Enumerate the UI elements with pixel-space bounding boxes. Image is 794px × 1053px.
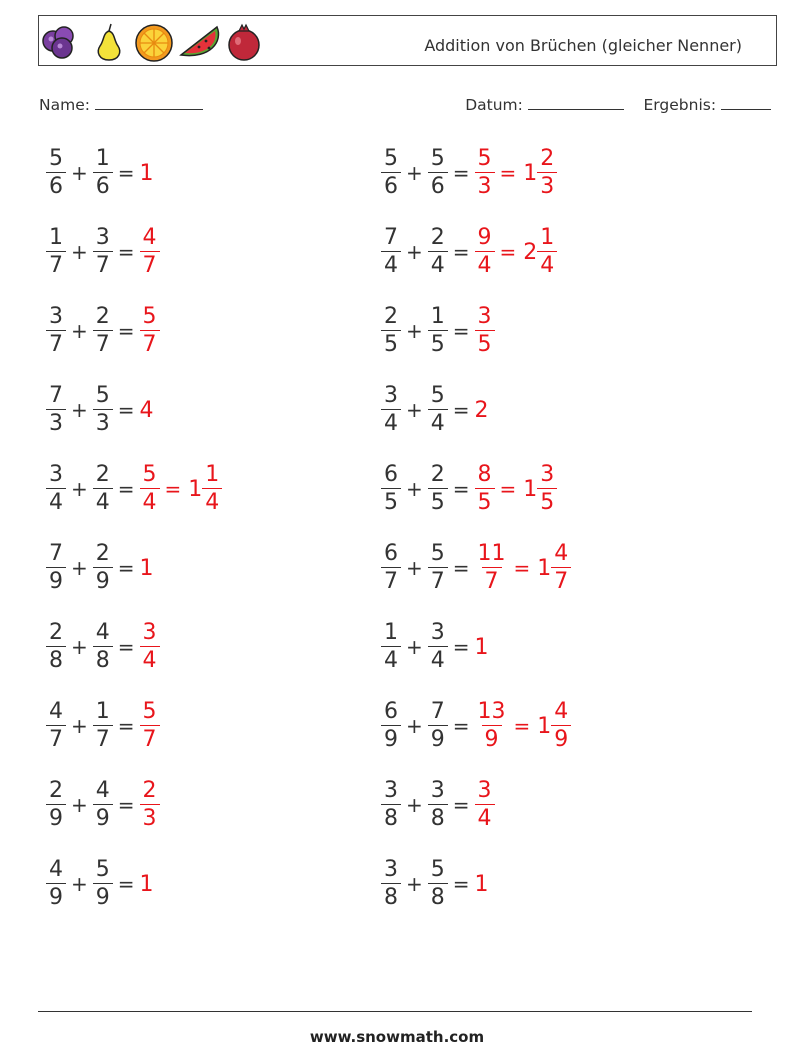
denominator: 9 <box>46 567 66 593</box>
problem-item <box>46 617 160 677</box>
numerator: 5 <box>430 146 445 171</box>
numerator: 5 <box>142 304 157 329</box>
problem-item <box>381 380 489 440</box>
denominator: 9 <box>428 725 448 751</box>
equation <box>381 143 557 203</box>
equation <box>381 301 495 361</box>
equals-sign: = <box>452 319 470 343</box>
numerator: 3 <box>49 462 63 487</box>
fraction <box>46 306 66 356</box>
fraction <box>537 464 557 514</box>
equation <box>381 538 571 598</box>
numerator: 5 <box>142 699 157 724</box>
equals-sign: = <box>452 872 470 896</box>
denominator: 7 <box>482 567 502 593</box>
numerator: 13 <box>477 699 506 724</box>
numerator: 5 <box>430 857 445 882</box>
fraction <box>537 227 557 277</box>
equals-sign: = <box>117 556 135 580</box>
numerator: 8 <box>477 462 492 487</box>
denominator: 5 <box>381 330 401 356</box>
numerator: 5 <box>430 383 445 408</box>
result-label: Ergebnis: <box>643 96 717 114</box>
numerator: 2 <box>430 462 445 487</box>
denominator: 7 <box>381 567 401 593</box>
fraction <box>46 622 66 672</box>
fraction <box>428 622 448 672</box>
numerator: 3 <box>142 620 157 645</box>
fraction <box>202 464 222 514</box>
equals-sign: = <box>117 319 135 343</box>
fraction <box>381 306 401 356</box>
fraction <box>93 306 113 356</box>
problem-item <box>381 538 571 598</box>
equation <box>46 538 154 598</box>
watermelon-icon <box>181 27 219 56</box>
denominator: 4 <box>537 251 557 277</box>
denominator: 4 <box>475 804 495 830</box>
numerator: 4 <box>95 778 110 803</box>
numerator: 4 <box>142 225 157 250</box>
equals-sign: = <box>452 714 470 738</box>
numerator: 3 <box>49 304 63 329</box>
numerator: 3 <box>540 462 555 487</box>
numerator: 1 <box>540 225 555 250</box>
denominator: 8 <box>428 883 448 909</box>
plus-sign: + <box>406 398 423 422</box>
plus-sign: + <box>71 161 88 185</box>
numerator: 1 <box>49 225 63 250</box>
numerator: 2 <box>430 225 445 250</box>
numerator: 5 <box>430 541 445 566</box>
fraction <box>381 859 401 909</box>
fraction <box>428 385 448 435</box>
numerator: 5 <box>477 146 492 171</box>
fraction <box>140 306 160 356</box>
problem-item <box>46 854 154 914</box>
denominator: 6 <box>46 172 66 198</box>
fraction <box>140 780 160 830</box>
numerator: 2 <box>540 146 555 171</box>
denominator: 5 <box>428 488 448 514</box>
pear-icon <box>98 24 119 60</box>
fraction <box>381 780 401 830</box>
denominator: 9 <box>93 567 113 593</box>
denominator: 7 <box>93 251 113 277</box>
denominator: 9 <box>46 804 66 830</box>
numerator: 2 <box>142 778 157 803</box>
problem-item <box>46 459 222 519</box>
fraction <box>381 385 401 435</box>
numerator: 6 <box>384 699 398 724</box>
numerator: 2 <box>49 778 63 803</box>
fraction <box>537 148 557 198</box>
plus-sign: + <box>71 477 88 501</box>
numerator: 2 <box>95 304 110 329</box>
equation <box>381 775 495 835</box>
mixed-whole: 1 <box>537 713 552 739</box>
plus-sign: + <box>406 793 423 817</box>
numerator: 5 <box>95 383 110 408</box>
denominator: 7 <box>140 725 160 751</box>
equals-sign: = <box>499 161 517 185</box>
name-label: Name: <box>39 96 90 114</box>
fraction <box>475 701 509 751</box>
equals-sign: = <box>452 556 470 580</box>
fraction <box>428 701 448 751</box>
denominator: 4 <box>140 488 160 514</box>
denominator: 7 <box>551 567 571 593</box>
numerator: 7 <box>430 699 445 724</box>
fraction <box>46 701 66 751</box>
denominator: 3 <box>93 409 113 435</box>
equals-sign: = <box>117 477 135 501</box>
fraction <box>93 859 113 909</box>
equals-sign: = <box>452 161 470 185</box>
denominator: 8 <box>381 883 401 909</box>
numerator: 7 <box>49 541 63 566</box>
numerator: 3 <box>430 620 445 645</box>
problem-item <box>46 143 154 203</box>
fraction <box>93 464 113 514</box>
denominator: 7 <box>140 251 160 277</box>
worksheet-header <box>38 15 777 66</box>
plus-sign: + <box>71 556 88 580</box>
numerator: 6 <box>384 541 398 566</box>
equals-sign: = <box>117 635 135 659</box>
denominator: 5 <box>475 488 495 514</box>
fraction <box>46 464 66 514</box>
equals-sign: = <box>117 240 135 264</box>
date-result-fields <box>465 94 771 114</box>
fraction <box>140 622 160 672</box>
fraction <box>93 780 113 830</box>
problem-item <box>381 143 557 203</box>
numerator: 1 <box>95 146 110 171</box>
numerator: 3 <box>95 225 110 250</box>
equation <box>381 380 489 440</box>
fraction <box>428 306 448 356</box>
numerator: 4 <box>554 699 569 724</box>
denominator: 9 <box>93 883 113 909</box>
problem-item <box>381 696 571 756</box>
numerator: 5 <box>384 146 398 171</box>
page-title: Addition von Brüchen (gleicher Nenner) <box>424 36 742 55</box>
plus-sign: + <box>406 161 423 185</box>
denominator: 5 <box>428 330 448 356</box>
denominator: 8 <box>46 646 66 672</box>
equals-sign: = <box>117 872 135 896</box>
fraction <box>428 227 448 277</box>
numerator: 4 <box>49 857 63 882</box>
plus-sign: + <box>406 635 423 659</box>
problem-item <box>46 538 154 598</box>
mixed-whole: 2 <box>523 239 538 265</box>
fraction <box>381 227 401 277</box>
numerator: 1 <box>95 699 110 724</box>
denominator: 8 <box>428 804 448 830</box>
denominator: 4 <box>381 646 401 672</box>
denominator: 4 <box>428 251 448 277</box>
equals-sign: = <box>499 477 517 501</box>
fraction <box>140 701 160 751</box>
fraction <box>428 859 448 909</box>
answer: 1 <box>139 160 154 186</box>
problem-item <box>46 775 160 835</box>
denominator: 4 <box>202 488 222 514</box>
denominator: 7 <box>93 330 113 356</box>
fraction <box>551 543 571 593</box>
denominator: 7 <box>46 725 66 751</box>
fraction <box>93 543 113 593</box>
equals-sign: = <box>513 714 531 738</box>
numerator: 2 <box>49 620 63 645</box>
equation <box>46 301 160 361</box>
denominator: 7 <box>46 251 66 277</box>
fraction <box>475 306 495 356</box>
numerator: 5 <box>142 462 157 487</box>
numerator: 4 <box>554 541 569 566</box>
numerator: 5 <box>95 857 110 882</box>
fraction <box>381 701 401 751</box>
equals-sign: = <box>452 793 470 817</box>
numerator: 2 <box>95 462 110 487</box>
denominator: 4 <box>381 409 401 435</box>
fraction <box>428 543 448 593</box>
fraction <box>93 227 113 277</box>
equals-sign: = <box>452 477 470 501</box>
numerator: 3 <box>384 383 398 408</box>
fraction <box>475 148 495 198</box>
numerator: 3 <box>384 857 398 882</box>
plums-icon <box>43 27 73 58</box>
denominator: 4 <box>475 251 495 277</box>
answer: 1 <box>474 871 489 897</box>
denominator: 6 <box>93 172 113 198</box>
numerator: 1 <box>430 304 445 329</box>
equation <box>381 459 557 519</box>
fraction <box>140 227 160 277</box>
mixed-whole: 1 <box>523 160 538 186</box>
equals-sign: = <box>499 240 517 264</box>
fraction <box>46 859 66 909</box>
plus-sign: + <box>406 872 423 896</box>
denominator: 7 <box>93 725 113 751</box>
name-line <box>95 94 203 110</box>
fraction <box>381 464 401 514</box>
denominator: 4 <box>93 488 113 514</box>
equation <box>46 775 160 835</box>
equals-sign: = <box>117 398 135 422</box>
equals-sign: = <box>452 398 470 422</box>
numerator: 6 <box>384 462 398 487</box>
denominator: 3 <box>46 409 66 435</box>
denominator: 6 <box>428 172 448 198</box>
plus-sign: + <box>71 398 88 422</box>
equation <box>381 696 571 756</box>
equals-sign: = <box>117 714 135 738</box>
fraction <box>46 227 66 277</box>
plus-sign: + <box>406 477 423 501</box>
fraction <box>93 701 113 751</box>
equation <box>46 854 154 914</box>
fraction <box>46 385 66 435</box>
numerator: 11 <box>477 541 506 566</box>
problem-item <box>381 617 489 677</box>
answer: 1 <box>474 634 489 660</box>
numerator: 2 <box>95 541 110 566</box>
denominator: 4 <box>428 409 448 435</box>
equation <box>46 696 160 756</box>
fraction <box>475 780 495 830</box>
result-line <box>721 94 771 110</box>
equation <box>381 222 557 282</box>
equation <box>381 617 489 677</box>
denominator: 8 <box>381 804 401 830</box>
fraction <box>140 464 160 514</box>
denominator: 3 <box>140 804 160 830</box>
problem-item <box>381 854 489 914</box>
problem-item <box>46 696 160 756</box>
orange-slice-icon <box>136 25 172 61</box>
numerator: 3 <box>430 778 445 803</box>
problem-item <box>46 301 160 361</box>
denominator: 9 <box>551 725 571 751</box>
denominator: 5 <box>381 488 401 514</box>
plus-sign: + <box>71 872 88 896</box>
numerator: 3 <box>384 778 398 803</box>
denominator: 7 <box>140 330 160 356</box>
equals-sign: = <box>513 556 531 580</box>
problem-item <box>381 459 557 519</box>
fraction <box>46 780 66 830</box>
plus-sign: + <box>71 714 88 738</box>
denominator: 9 <box>93 804 113 830</box>
equation <box>46 617 160 677</box>
denominator: 7 <box>428 567 448 593</box>
problem-item <box>381 222 557 282</box>
numerator: 7 <box>49 383 63 408</box>
mixed-whole: 1 <box>537 555 552 581</box>
name-field <box>39 94 203 114</box>
answer: 2 <box>474 397 489 423</box>
denominator: 6 <box>381 172 401 198</box>
fraction <box>475 464 495 514</box>
denominator: 3 <box>537 172 557 198</box>
plus-sign: + <box>71 319 88 343</box>
fraction <box>381 148 401 198</box>
problem-item <box>381 301 495 361</box>
answer: 1 <box>139 871 154 897</box>
denominator: 9 <box>46 883 66 909</box>
fraction <box>46 148 66 198</box>
mixed-whole: 1 <box>523 476 538 502</box>
denominator: 4 <box>381 251 401 277</box>
footer-divider <box>38 1011 752 1012</box>
equals-sign: = <box>164 477 182 501</box>
date-label: Datum: <box>465 96 523 114</box>
denominator: 4 <box>428 646 448 672</box>
numerator: 7 <box>384 225 398 250</box>
equation <box>46 222 160 282</box>
denominator: 9 <box>482 725 502 751</box>
equals-sign: = <box>452 635 470 659</box>
fraction <box>93 385 113 435</box>
problem-item <box>46 380 154 440</box>
numerator: 1 <box>205 462 220 487</box>
fraction <box>551 701 571 751</box>
plus-sign: + <box>406 240 423 264</box>
equation <box>46 459 222 519</box>
plus-sign: + <box>406 319 423 343</box>
denominator: 5 <box>537 488 557 514</box>
denominator: 3 <box>475 172 495 198</box>
fraction <box>381 622 401 672</box>
problem-item <box>46 222 160 282</box>
numerator: 5 <box>49 146 63 171</box>
equation <box>381 854 489 914</box>
numerator: 2 <box>384 304 398 329</box>
plus-sign: + <box>71 635 88 659</box>
fraction <box>93 148 113 198</box>
pomegranate-icon <box>229 25 259 60</box>
fraction <box>428 464 448 514</box>
equation <box>46 380 154 440</box>
numerator: 4 <box>95 620 110 645</box>
fraction <box>428 148 448 198</box>
equals-sign: = <box>117 793 135 817</box>
denominator: 7 <box>46 330 66 356</box>
fraction <box>381 543 401 593</box>
fraction <box>475 227 495 277</box>
denominator: 5 <box>475 330 495 356</box>
fraction <box>428 780 448 830</box>
answer: 1 <box>139 555 154 581</box>
fraction <box>93 622 113 672</box>
numerator: 3 <box>477 304 492 329</box>
denominator: 9 <box>381 725 401 751</box>
equation <box>46 143 154 203</box>
denominator: 4 <box>46 488 66 514</box>
numerator: 4 <box>49 699 63 724</box>
denominator: 8 <box>93 646 113 672</box>
plus-sign: + <box>406 714 423 738</box>
fraction <box>475 543 509 593</box>
equals-sign: = <box>452 240 470 264</box>
footer-url: www.snowmath.com <box>309 1028 485 1046</box>
plus-sign: + <box>406 556 423 580</box>
fruit-icons <box>41 19 271 63</box>
problem-item <box>381 775 495 835</box>
plus-sign: + <box>71 793 88 817</box>
equals-sign: = <box>117 161 135 185</box>
plus-sign: + <box>71 240 88 264</box>
answer: 4 <box>139 397 154 423</box>
numerator: 9 <box>477 225 492 250</box>
numerator: 3 <box>477 778 492 803</box>
numerator: 1 <box>384 620 398 645</box>
mixed-whole: 1 <box>188 476 203 502</box>
denominator: 4 <box>140 646 160 672</box>
fraction <box>46 543 66 593</box>
date-line <box>528 94 624 110</box>
